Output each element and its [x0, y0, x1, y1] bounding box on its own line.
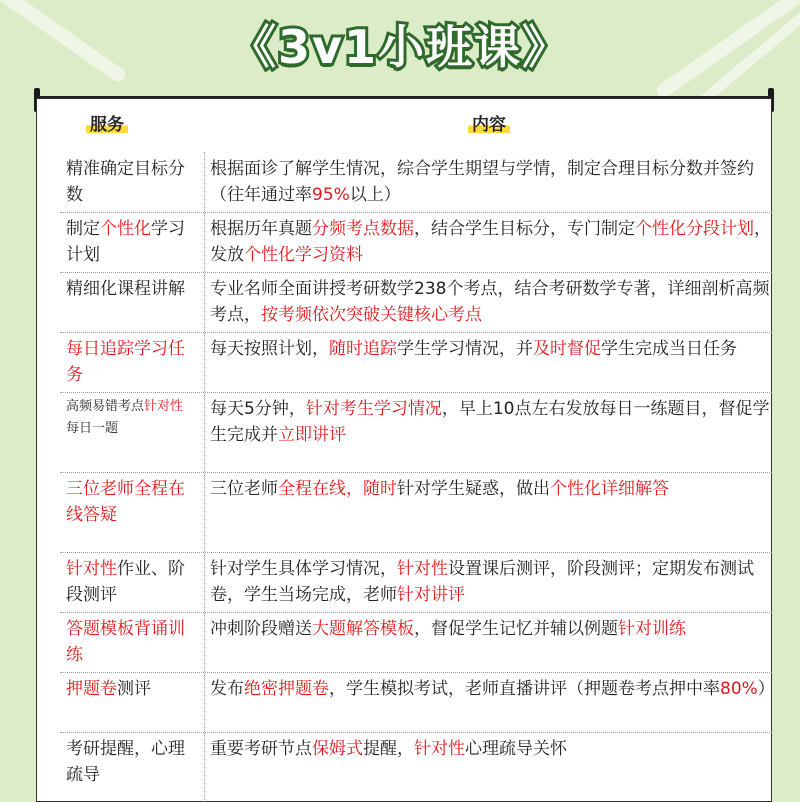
highlight-text: 针对训练: [618, 619, 686, 639]
content-cell: [210, 476, 776, 502]
table-row: [60, 552, 772, 613]
text-segment: 每天5分钟，: [210, 399, 306, 419]
header-service: 服务: [86, 110, 128, 135]
text-segment: ，督促学生记忆并辅以例题: [414, 619, 618, 639]
text-segment: 测评: [117, 679, 151, 699]
highlight-text: 大题解答模板: [312, 619, 414, 639]
text-segment: 设置课后测评，阶段测评；定期发布测试卷，学生当场完成，老师: [210, 559, 754, 605]
highlight-text: 针对考生学习情况: [305, 399, 442, 419]
service-cell: [66, 556, 190, 608]
content-cell: [210, 556, 776, 608]
table-header: [36, 98, 772, 150]
text-segment: 精准确定目标分数: [66, 159, 185, 205]
table-row: [60, 332, 772, 393]
highlight-text: 个性化学习资料: [244, 245, 363, 265]
content-cell: [210, 156, 776, 208]
table-row: [60, 612, 772, 673]
content-cell: [210, 676, 776, 702]
text-segment: ，早上10点左右发放每日一练题目，督促学生完成并: [210, 399, 770, 445]
content-cell: [210, 736, 776, 762]
table-row: [60, 212, 772, 273]
text-segment: 制定: [66, 219, 100, 239]
text-segment: 冲刺阶段赠送: [210, 619, 312, 639]
text-segment: 心理疏导关怀: [465, 739, 567, 759]
highlight-text: 保姆式: [312, 739, 363, 759]
text-segment: 提醒，: [363, 739, 414, 759]
content-cell: [210, 616, 776, 642]
table-row: [60, 392, 772, 473]
text-segment: 学习计划: [66, 219, 185, 265]
highlight-text: 按考频依次突破关键核心考点: [261, 305, 482, 325]
service-cell: [66, 276, 190, 302]
highlight-text: 立即讲评: [278, 425, 346, 445]
table-row: [60, 732, 772, 802]
highlight-text: 个性化分段计划: [635, 219, 754, 239]
highlight-text: 分频考点数据: [312, 219, 414, 239]
table-row: [60, 672, 775, 733]
service-cell: [66, 616, 190, 668]
service-cell: [66, 676, 190, 702]
highlight-text: 针对性: [397, 559, 448, 579]
highlight-text: 三位老师全程在线答疑: [66, 479, 185, 525]
service-cell: [66, 156, 190, 208]
text-segment: 作业、阶段测评: [66, 559, 185, 605]
highlight-text: 押题卷: [66, 679, 117, 699]
text-segment: 精细化课程讲解: [66, 279, 185, 299]
header-content: 内容: [468, 110, 510, 135]
text-segment: ）: [757, 679, 775, 699]
content-cell: [210, 336, 776, 362]
highlight-text: 个性化: [100, 219, 151, 239]
text-segment: 学生学习情况，并: [397, 339, 533, 359]
service-cell: [66, 216, 190, 268]
highlight-text: 针对讲评: [397, 585, 465, 605]
text-segment: 高频易错考点: [66, 399, 145, 414]
highlight-text: 针对性: [144, 399, 184, 414]
highlight-text: 绝密押题卷: [244, 679, 329, 699]
text-segment: ，发放: [210, 219, 771, 265]
text-segment: ，结合学生目标分，专门制定: [414, 219, 635, 239]
page-title: 《3v1小班课》: [230, 20, 570, 74]
table-row: [60, 152, 772, 213]
highlight-text: 95%: [312, 185, 350, 205]
text-segment: 根据历年真题: [210, 219, 312, 239]
text-segment: 每天按照计划，: [210, 339, 329, 359]
text-segment: 每日一题: [66, 421, 119, 436]
highlight-text: 个性化详细解答: [550, 479, 669, 499]
content-cell: [210, 276, 776, 328]
highlight-text: 每日追踪学习任务: [66, 339, 185, 385]
text-segment: 针对学生具体学习情况，: [210, 559, 397, 579]
text-segment: 学生完成当日任务: [601, 339, 737, 359]
highlight-text: 及时督促: [533, 339, 601, 359]
service-cell: [66, 336, 190, 388]
text-segment: 根据面诊了解学生情况，综合学生期望与学情，制定合理目标分数并签约（往年通过率: [210, 159, 754, 205]
service-cell: [66, 476, 190, 528]
highlight-text: 80%: [720, 679, 758, 699]
highlight-text: 针对性: [414, 739, 465, 759]
table-row: [60, 272, 772, 333]
table-row: [60, 472, 772, 553]
highlight-text: 针对性: [66, 559, 117, 579]
text-segment: 以上）: [349, 185, 401, 205]
highlight-text: 全程在线，随时: [278, 479, 397, 499]
highlight-text: 答题模板背诵训练: [66, 619, 185, 665]
text-segment: 考研提醒，心理疏导: [66, 739, 185, 785]
service-cell: [66, 396, 190, 440]
service-table-card: [36, 96, 775, 802]
content-cell: [210, 396, 776, 448]
text-segment: 专业名师全面讲授考研数学238个考点，结合考研数学专著，详细剖析高频考点，: [210, 279, 770, 325]
content-cell: [210, 216, 776, 268]
text-segment: 发布: [210, 679, 244, 699]
text-segment: 重要考研节点: [210, 739, 312, 759]
text-segment: 针对学生疑惑，做出: [397, 479, 550, 499]
text-segment: 三位老师: [210, 479, 278, 499]
title-banner: [0, 8, 800, 80]
text-segment: ，学生模拟考试，老师直播讲评（押题卷考点押中率: [329, 679, 720, 699]
highlight-text: 随时追踪: [329, 339, 397, 359]
service-cell: [66, 736, 190, 788]
